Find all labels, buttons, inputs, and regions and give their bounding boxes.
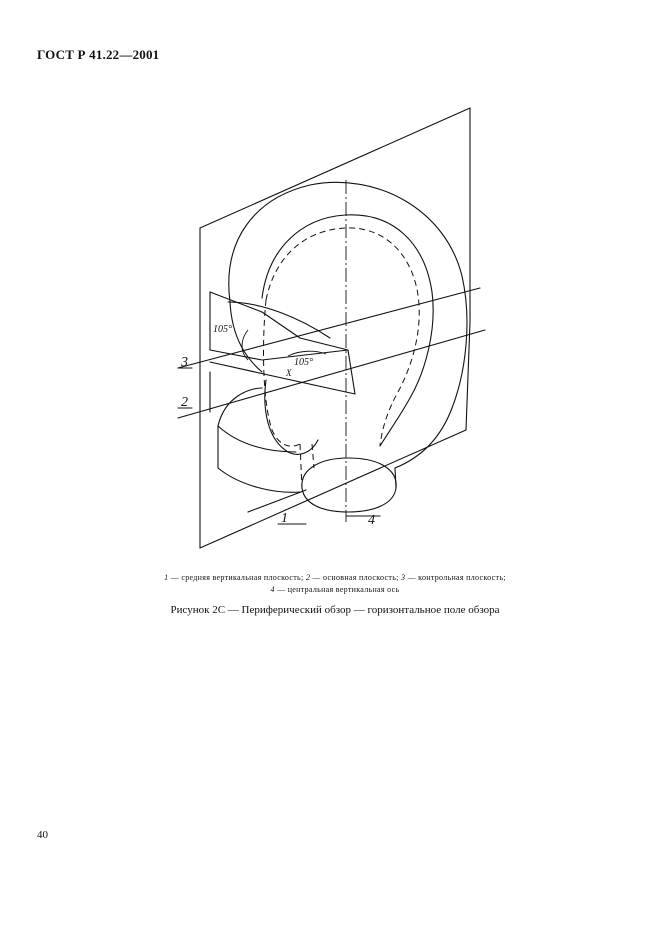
label-1: 1 (281, 511, 288, 526)
label-3: 3 (181, 355, 188, 370)
neck-opening (302, 458, 396, 512)
figure-legend (80, 572, 590, 596)
label-2: 2 (181, 395, 188, 410)
legend-line-1 (80, 572, 590, 584)
legend-text-3: — контрольная плоскость; (405, 573, 506, 582)
label-4: 4 (368, 513, 375, 528)
legend-text-1: — средняя вертикальная плоскость; (168, 573, 306, 582)
legend-text-2: — основная плоскость; (310, 573, 401, 582)
hidden-inner-liner (266, 228, 419, 446)
legend-num-2: 2 (305, 573, 311, 582)
angle-label-center: 105° (294, 357, 313, 368)
figure-caption: Рисунок 2С — Периферический обзор — горизонтальное поле обзора (170, 604, 500, 616)
technical-drawing (150, 100, 510, 560)
legend-line-2 (80, 584, 590, 596)
wedge-curve (228, 302, 330, 338)
neck-side (395, 468, 396, 488)
legend-text-4: — центральная вертикальная ось (274, 585, 400, 594)
page-number: 40 (37, 829, 48, 841)
line-plane-2 (178, 330, 485, 418)
horizontal-plane-wedge (210, 292, 355, 394)
legend-num-3: 3 (400, 573, 406, 582)
legend-num-4: 4 (270, 585, 275, 594)
helmet-front-edge (230, 302, 262, 372)
helmet-diagram-svg (150, 100, 510, 560)
document-header: ГОСТ Р 41.22—2001 (37, 47, 160, 62)
leader-1 (248, 490, 306, 524)
helmet-inner-edge (262, 215, 433, 446)
legend-num-1: 1 (164, 573, 169, 582)
angle-label-left: 105° (213, 324, 232, 335)
helmet-jaw-block (218, 388, 300, 492)
point-x-label: X (286, 368, 292, 378)
